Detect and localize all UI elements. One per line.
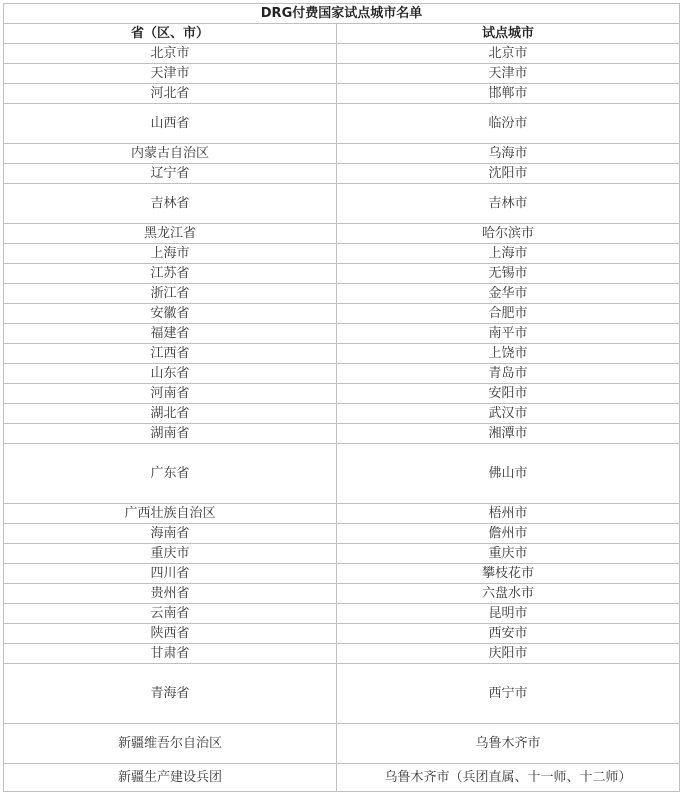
- province-cell: 天津市: [4, 64, 337, 84]
- table-row: [4, 764, 680, 792]
- province-cell: 江苏省: [4, 264, 337, 284]
- city-cell: 攀枝花市: [337, 564, 680, 584]
- city-cell: 武汉市: [337, 404, 680, 424]
- province-cell: 福建省: [4, 324, 337, 344]
- header-city: 试点城市: [337, 24, 680, 44]
- table-row: [4, 644, 680, 664]
- table-row: [4, 404, 680, 424]
- city-cell: 合肥市: [337, 304, 680, 324]
- table-row: [4, 724, 680, 764]
- city-cell: 庆阳市: [337, 644, 680, 664]
- province-cell: 浙江省: [4, 284, 337, 304]
- city-cell: 西安市: [337, 624, 680, 644]
- city-cell: 重庆市: [337, 544, 680, 564]
- table-body: [4, 44, 680, 792]
- province-cell: 海南省: [4, 524, 337, 544]
- table-row: [4, 604, 680, 624]
- table-row: [4, 284, 680, 304]
- city-cell: 南平市: [337, 324, 680, 344]
- province-cell: 北京市: [4, 44, 337, 64]
- table-row: [4, 64, 680, 84]
- city-cell: 西宁市: [337, 664, 680, 724]
- city-cell: 乌鲁木齐市（兵团直属、十一师、十二师）: [337, 764, 680, 792]
- city-cell: 天津市: [337, 64, 680, 84]
- city-cell: 上饶市: [337, 344, 680, 364]
- table-row: [4, 144, 680, 164]
- table-row: [4, 84, 680, 104]
- province-cell: 湖南省: [4, 424, 337, 444]
- province-cell: 吉林省: [4, 184, 337, 224]
- city-cell: 六盘水市: [337, 584, 680, 604]
- province-cell: 新疆维吾尔自治区: [4, 724, 337, 764]
- table-row: [4, 164, 680, 184]
- city-cell: 青岛市: [337, 364, 680, 384]
- table-row: [4, 384, 680, 404]
- table-row: [4, 664, 680, 724]
- province-cell: 广西壮族自治区: [4, 504, 337, 524]
- city-cell: 乌海市: [337, 144, 680, 164]
- city-cell: 哈尔滨市: [337, 224, 680, 244]
- province-cell: 辽宁省: [4, 164, 337, 184]
- city-cell: 安阳市: [337, 384, 680, 404]
- city-cell: 邯郸市: [337, 84, 680, 104]
- city-cell: 沈阳市: [337, 164, 680, 184]
- city-cell: 梧州市: [337, 504, 680, 524]
- province-cell: 青海省: [4, 664, 337, 724]
- table-row: [4, 104, 680, 144]
- table-row: [4, 304, 680, 324]
- table-row: [4, 544, 680, 564]
- province-cell: 山西省: [4, 104, 337, 144]
- pilot-cities-table: [3, 3, 680, 792]
- city-cell: 北京市: [337, 44, 680, 64]
- table-row: [4, 44, 680, 64]
- table-row: [4, 624, 680, 644]
- province-cell: 湖北省: [4, 404, 337, 424]
- province-cell: 安徽省: [4, 304, 337, 324]
- table-header-row: [4, 24, 680, 44]
- table-row: [4, 264, 680, 284]
- city-cell: 儋州市: [337, 524, 680, 544]
- table-row: [4, 424, 680, 444]
- table-row: [4, 224, 680, 244]
- table-row: [4, 444, 680, 504]
- table-row: [4, 584, 680, 604]
- province-cell: 重庆市: [4, 544, 337, 564]
- city-cell: 昆明市: [337, 604, 680, 624]
- province-cell: 广东省: [4, 444, 337, 504]
- city-cell: 金华市: [337, 284, 680, 304]
- province-cell: 内蒙古自治区: [4, 144, 337, 164]
- table-title-row: [4, 4, 680, 24]
- table-row: [4, 524, 680, 544]
- city-cell: 上海市: [337, 244, 680, 264]
- table-row: [4, 364, 680, 384]
- city-cell: 无锡市: [337, 264, 680, 284]
- province-cell: 陕西省: [4, 624, 337, 644]
- province-cell: 江西省: [4, 344, 337, 364]
- province-cell: 贵州省: [4, 584, 337, 604]
- header-province: 省（区、市）: [4, 24, 337, 44]
- table-row: [4, 184, 680, 224]
- province-cell: 上海市: [4, 244, 337, 264]
- province-cell: 甘肃省: [4, 644, 337, 664]
- city-cell: 佛山市: [337, 444, 680, 504]
- table-row: [4, 344, 680, 364]
- table-row: [4, 504, 680, 524]
- province-cell: 河南省: [4, 384, 337, 404]
- city-cell: 湘潭市: [337, 424, 680, 444]
- province-cell: 四川省: [4, 564, 337, 584]
- province-cell: 新疆生产建设兵团: [4, 764, 337, 792]
- table-row: [4, 244, 680, 264]
- city-cell: 临汾市: [337, 104, 680, 144]
- table-row: [4, 564, 680, 584]
- city-cell: 吉林市: [337, 184, 680, 224]
- city-cell: 乌鲁木齐市: [337, 724, 680, 764]
- table-title: DRG付费国家试点城市名单: [4, 4, 680, 24]
- province-cell: 云南省: [4, 604, 337, 624]
- province-cell: 河北省: [4, 84, 337, 104]
- table-row: [4, 324, 680, 344]
- province-cell: 山东省: [4, 364, 337, 384]
- province-cell: 黑龙江省: [4, 224, 337, 244]
